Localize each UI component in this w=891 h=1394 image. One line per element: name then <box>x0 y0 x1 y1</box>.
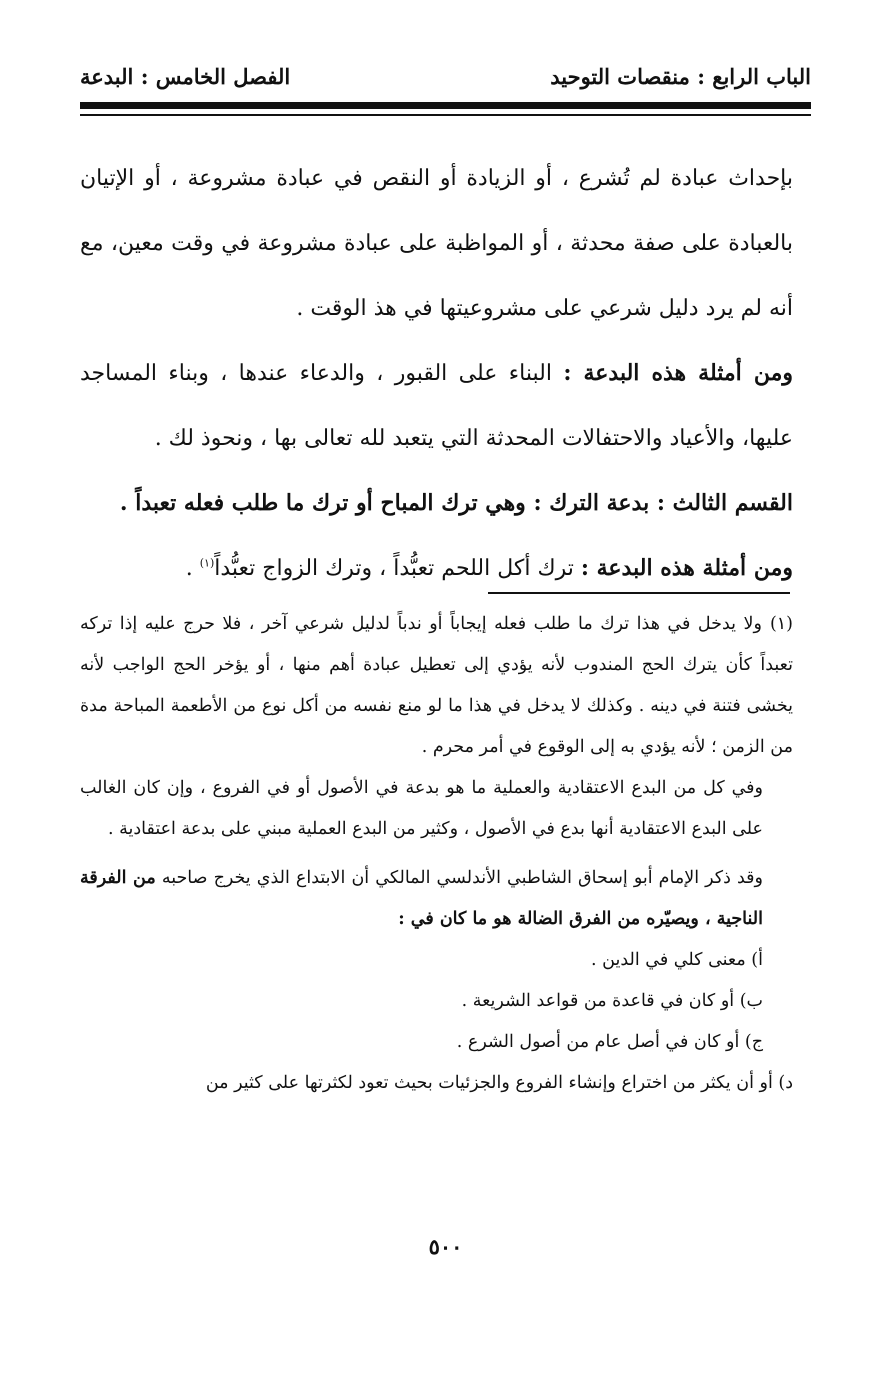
running-header <box>80 56 811 96</box>
footnote-paragraph-3-bold: من الفرقة الناجية ، ويصيّره من الفرق الضالة هو ما كان في : <box>80 868 763 929</box>
main-text <box>80 146 793 601</box>
footnote-list-item: د) أو أن يكثر من اختراع وإنشاء الفروع والجزئيات بحيث تعود لكثرتها على كثير من <box>205 1073 793 1093</box>
footnote-1-text: ولا يدخل في هذا ترك ما طلب فعله إيجاباً أو ندباً لدليل شرعي آخر ، فلا حرج عليه إذا تركه تعبداً كأن يترك الحج المندوب لأنه يؤدي إلى تعطيل عبادة أهم منها ، أو يؤخر الحج الواجب لأنه يخشى فتنة في دينه . وكذلك لا يدخل في هذا ما لو منع نفسه من أكل نوع من الأطعمة المباحة مدة من الزمن ؛ لأنه يؤدي به إلى الوقوع في أمر محرم . <box>80 614 793 757</box>
paragraph-4-text: ترك أكل اللحم تعبُّداً ، وترك الزواج تعبُّداً <box>214 556 581 581</box>
paragraph-4-end: . <box>185 556 200 581</box>
footnote-number: (١) <box>769 614 793 634</box>
page-number: ٥٠٠ <box>428 1234 463 1259</box>
footnote-list-item: ج) أو كان في أصل عام من أصول الشرع . <box>456 1032 763 1052</box>
footnotes <box>80 604 793 1104</box>
footnote-paragraph-3 <box>80 858 793 940</box>
header-rule-thick <box>80 102 811 109</box>
footnote-paragraph-2: وفي كل من البدع الاعتقادية والعملية ما هو بدعة في الأصول أو في الفروع ، وإن كان الغالب على البدع الاعتقادية أنها بدع في الأصول ، وكثير من البدع العملية مبني على بدعة اعتقادية . <box>80 778 763 839</box>
paragraph-4-lead: ومن أمثلة هذه البدعة : <box>580 555 793 581</box>
footnote-list-item: أ) معنى كلي في الدين . <box>591 950 763 970</box>
header-rule-thin <box>80 114 811 116</box>
paragraph-2-lead: ومن أمثلة هذه البدعة : <box>563 360 793 386</box>
paragraph-3: القسم الثالث : بدعة الترك : وهي ترك المباح أو ترك ما طلب فعله تعبداً . <box>119 490 793 516</box>
paragraph-2 <box>80 341 793 471</box>
paragraph-1: بإحداث عبادة لم تُشرع ، أو الزيادة أو النقص في عبادة مشروعة ، أو الإتيان بالعبادة على صفة محدثة ، أو المواظبة على عبادة مشروعة في وقت معين، مع أنه لم يرد دليل شرعي على مشروعيتها في هذ الوقت . <box>80 166 793 321</box>
footnote-separator <box>488 592 790 594</box>
paragraph-2-text: البناء على القبور ، والدعاء عندها ، وبناء المساجد عليها، والأعياد والاحتفالات المحدثة التي يتعبد لله تعالى بها ، ونحوذ لك . <box>80 361 793 451</box>
footnote-reference[interactable]: (١) <box>199 556 215 570</box>
footnote-paragraph-3-text: وقد ذكر الإمام أبو إسحاق الشاطبي الأندلسي المالكي أن الابتداع الذي يخرج صاحبه <box>155 868 763 888</box>
header-section: الفصل الخامس : البدعة <box>80 63 291 89</box>
header-chapter: الباب الرابع : منقصات التوحيد <box>550 63 811 89</box>
footnote-1 <box>80 604 793 768</box>
footnote-list-item: ب) أو كان في قاعدة من قواعد الشريعة . <box>461 991 763 1011</box>
